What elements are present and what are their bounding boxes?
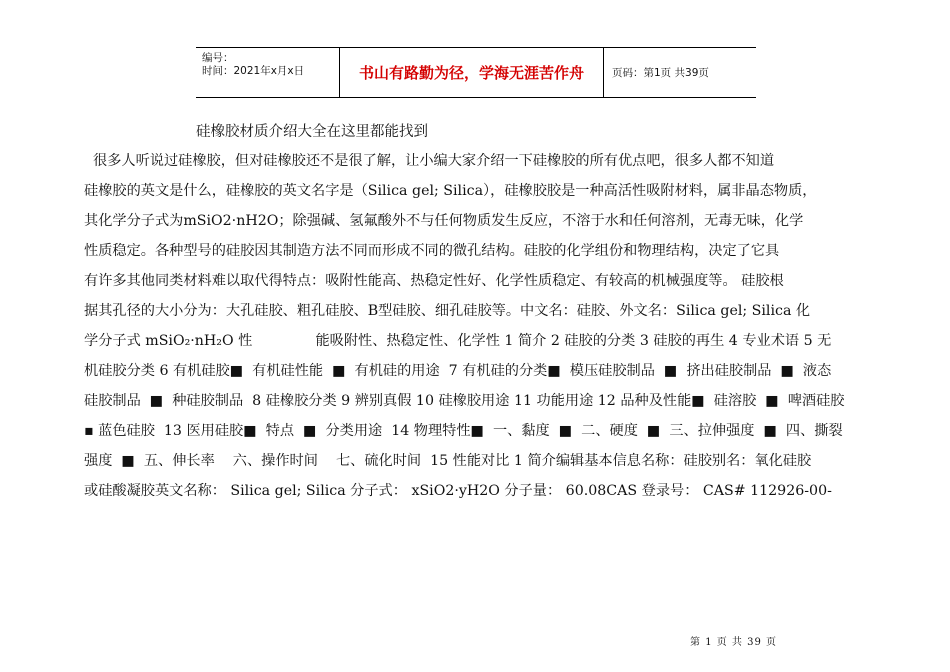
header-page-code: 页码：第1页 共39页: [612, 67, 709, 79]
document-title: 硅橡胶材质介绍大全在这里都能找到: [196, 124, 428, 140]
document-body: [84, 146, 874, 506]
body-line: 硅橡胶的英文是什么，硅橡胶的英文名字是（Silica gel; Silica），硅橡胶胶是一种高活性吸附材料，属非晶态物质，: [84, 183, 817, 199]
number-label: 编号：: [202, 52, 234, 64]
body-line: 机硅胶分类 6 有机硅胶■ 有机硅性能 ■ 有机硅的用途 7 有机硅的分类■ 模压硅胶制品 ■ 挤出硅胶制品 ■ 液态: [84, 363, 832, 379]
body-line: 强度 ■ 五、伸长率 六、操作时间 七、硫化时间 15 性能对比 1 简介编辑基本信息名称：硅胶别名：氧化硅胶: [84, 453, 812, 469]
date-label: 时间：2021年x月x日: [202, 65, 305, 77]
body-line: 学分子式 mSiO₂·nH₂O 性 能吸附性、热稳定性、化学性 1 简介 2 硅胶的分类 3 硅胶的再生 4 专业术语 5 无: [84, 333, 832, 349]
body-line: 硅胶制品 ■ 种硅胶制品 8 硅橡胶分类 9 辨别真假 10 硅橡胶用途 11 功能用途 12 品种及性能■ 硅溶胶 ■ 啤酒硅胶: [84, 393, 845, 409]
body-line: 据其孔径的大小分为：大孔硅胶、粗孔硅胶、B型硅胶、细孔硅胶等。中文名：硅胶、外文名：Silica gel; Silica 化: [84, 303, 811, 319]
header-motto: 书山有路勤为径，学海无涯苦作舟: [340, 48, 604, 97]
body-line: 或硅酸凝胶英文名称： Silica gel; Silica 分子式： xSiO2·yH2O 分子量： 60.08CAS 登录号： CAS# 112926-00-: [84, 483, 832, 499]
body-line: 有许多其他同类材料难以取代得特点：吸附性能高、热稳定性好、化学性质稳定、有较高的机械强度等。 硅胶根: [84, 273, 784, 289]
body-line: 很多人听说过硅橡胶，但对硅橡胶还不是很了解，让小编大家介绍一下硅橡胶的所有优点吧，很多人都不知道: [84, 153, 775, 169]
page-footer: 第 1 页 共 39 页: [690, 637, 777, 648]
header-table: [196, 47, 756, 98]
body-line: 其化学分子式为mSiO2·nH2O；除强碱、氢氟酸外不与任何物质发生反应，不溶于水和任何溶剂，无毒无味，化学: [84, 213, 804, 229]
body-line: ▪ 蓝色硅胶 13 医用硅胶■ 特点 ■ 分类用途 14 物理特性■ 一、黏度 ■ 二、硬度 ■ 三、拉伸强度 ■ 四、撕裂: [84, 423, 843, 439]
body-line: 性质稳定。各种型号的硅胶因其制造方法不同而形成不同的微孔结构。硅胶的化学组份和物理结构，决定了它具: [84, 243, 780, 259]
header-meta: [196, 48, 340, 97]
